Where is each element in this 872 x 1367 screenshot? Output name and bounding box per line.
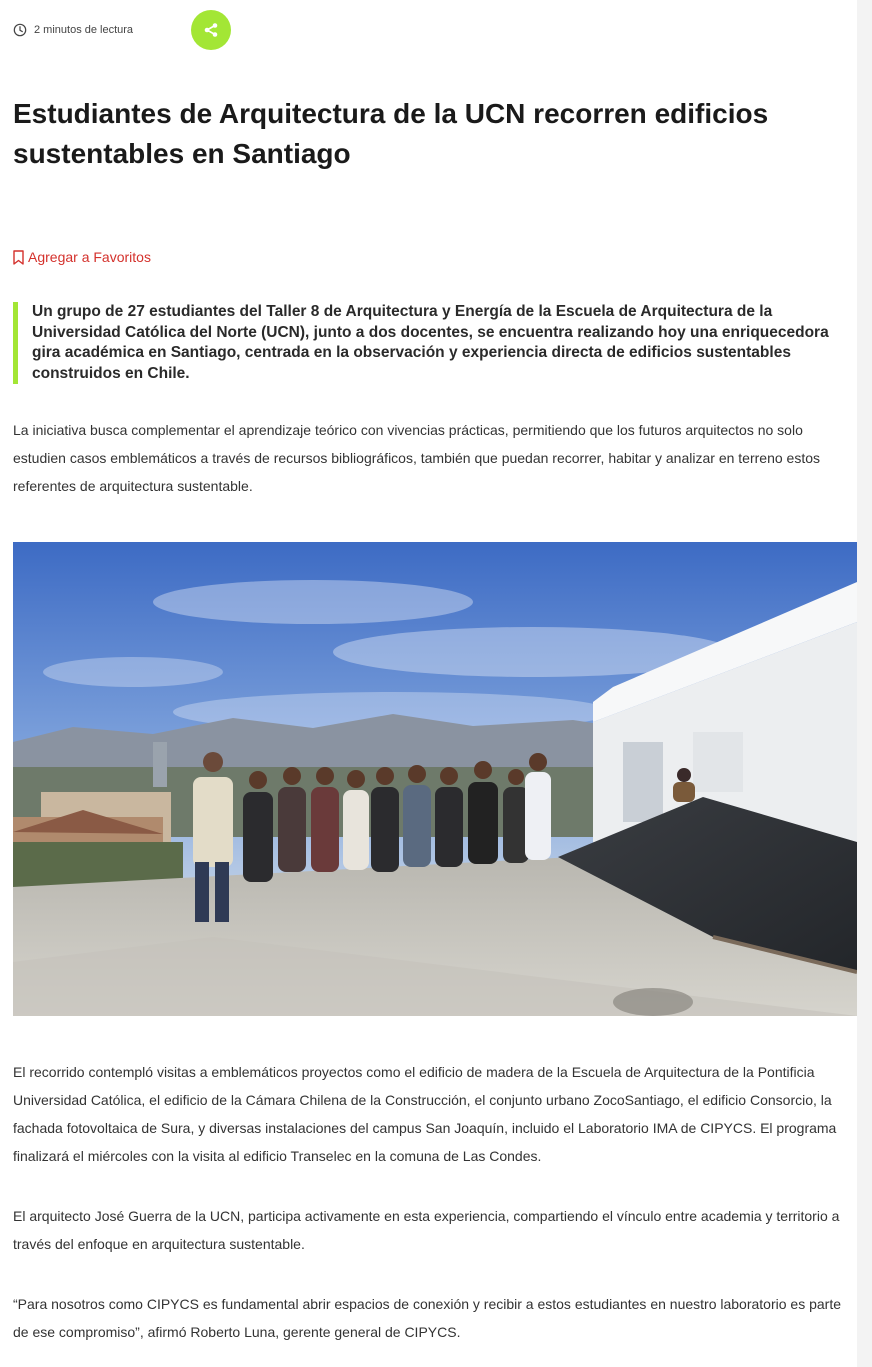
article-paragraph-4: “Para nosotros como CIPYCS es fundamental abrir espacios de conexión y recibir a estos estudiantes en nuestro laboratorio es parte de ese compromiso”, afirmó Roberto Luna, gerente general de CIPYCS. [13,1296,841,1340]
share-button[interactable] [191,10,231,50]
article-paragraph-3: El arquitecto José Guerra de la UCN, participa activamente en esta experiencia, compartiendo el vínculo entre academia y territorio a través del enfoque en arquitectura sustentable. [13,1208,840,1252]
article-paragraph-1: La iniciativa busca complementar el aprendizaje teórico con vivencias prácticas, permitiendo que los futuros arquitectos no solo estudien casos emblemáticos a través de recursos bibliográficos, también que puedan recorrer, habitar y analizar en terreno estos referentes de arquitectura sustentable. [13,422,820,494]
article-title: Estudiantes de Arquitectura de la UCN recorren edificios sustentables en Santiago [13,98,769,169]
article-paragraph-2: El recorrido contempló visitas a emblemáticos proyectos como el edificio de madera de la Escuela de Arquitectura de la Pontificia Universidad Católica, el edificio de la Cámara Chilena de la Construcción, el conjunto urbano ZocoSantiago, el edificio Consorcio, la fachada fotovoltaica de Sura, y diversas instalaciones del campus San Joaquín, incluido el Laboratorio IMA de CIPYCS. El programa finalizará el miércoles con la visita al edificio Transelec en la comuna de Las Condes. [13,1064,837,1164]
add-favorite-label: Agregar a Favoritos [28,249,151,265]
article-photo [13,542,857,1016]
add-favorite-link[interactable] [13,249,151,265]
read-time-label: 2 minutos de lectura [34,24,134,36]
bookmark-icon [13,250,24,265]
read-time [13,23,133,37]
article-lead: Un grupo de 27 estudiantes del Taller 8 de Arquitectura y Energía de la Escuela de Arquitectura de la Universidad Católica del Norte (UCN), junto a dos docentes, se encuentra realizando hoy una enriquecedora gira académica en Santiago, centrada en la observación y experiencia directa de edificios sustentables construidos en Chile. [13,302,833,384]
clock-icon [13,23,27,37]
share-icon [203,22,219,38]
article-meta [13,10,313,50]
group-photo-image [13,542,857,1016]
